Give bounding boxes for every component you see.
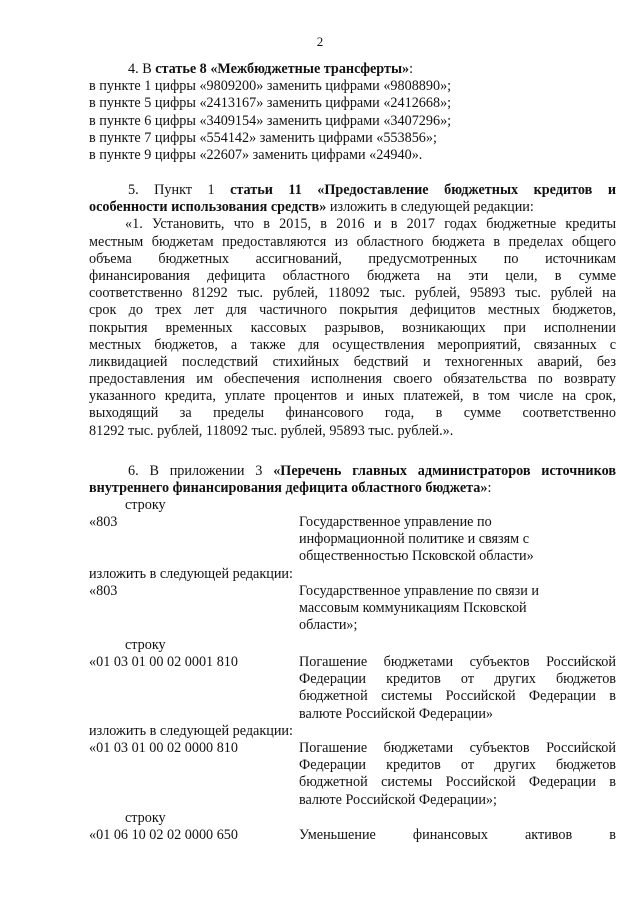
- item-6-heading-line-1: [89, 463, 616, 480]
- row-description-line: Погашение бюджетами субъектов Российской: [299, 654, 616, 670]
- item-5-bold-1: статьи 11 «Предоставление бюджетных кредитов и: [230, 182, 616, 198]
- label-izlozhit: изложить в следующей редакции:: [89, 723, 293, 739]
- item-5-heading-line-2: [89, 199, 616, 216]
- row-description: [299, 654, 616, 723]
- row-description-line: валюте Российской Федерации»: [299, 705, 494, 722]
- item-5-body-line: «1. Установить, что в 2015, в 2016 и в 2017 годах бюджетные кредиты: [125, 216, 616, 233]
- row-description: [299, 514, 616, 566]
- label-izlozhit: изложить в следующей редакции:: [89, 566, 293, 582]
- row-code: «01 06 10 02 02 0000 650: [89, 827, 238, 843]
- item-5-section: [89, 182, 616, 440]
- row-description: [299, 583, 616, 635]
- item-6-bold-1: «Перечень главных администраторов источников: [273, 463, 616, 479]
- item-5-body-line: финансирования дефицита областного бюджета на эти цели, в сумме: [89, 267, 616, 284]
- row-description-line: Государственное управление по связи и: [299, 583, 539, 599]
- item-4-line: в пункте 7 цифры «554142» заменить цифрами «553856»;: [89, 129, 437, 146]
- row-description-line: массовым коммуникациям Псковской: [299, 600, 527, 617]
- item-6-heading-line-2: [89, 480, 616, 497]
- item-5-body-line: указанного кредита, уплате процентов и иных платежей, в том числе на срок,: [89, 388, 616, 405]
- row-description-line: Федерации кредитов от других бюджетов: [299, 671, 616, 688]
- row-description-line: бюджетной системы Российской Федерации в: [299, 774, 616, 791]
- row-code: «803: [89, 583, 118, 599]
- row-code: «803: [89, 514, 118, 530]
- row-description-line: Федерации кредитов от других бюджетов: [299, 757, 616, 774]
- item-4-suffix: :: [409, 61, 414, 77]
- label-stroku: строку: [125, 810, 166, 826]
- item-5-body-line: срок до трех лет для частичного покрытия дефицитов местных бюджетов,: [89, 302, 616, 319]
- item-4-line: в пункте 5 цифры «2413167» заменить цифрами «2412668»;: [89, 95, 452, 112]
- row-description-line: общественностью Псковской области»: [299, 548, 534, 565]
- item-4-prefix: 4. В: [128, 61, 156, 77]
- item-4-line: в пункте 9 цифры «22607» заменить цифрами «24940».: [89, 146, 423, 163]
- label-stroku: строку: [125, 497, 166, 513]
- item-4-section: [89, 61, 616, 164]
- item-5-body-line: ликвидацией последствий стихийных бедствий и техногенных аварий, без: [89, 353, 616, 370]
- row-description-line: Государственное управление по: [299, 514, 492, 530]
- row-description-line: информационной политике и связям с: [299, 531, 529, 548]
- item-5-body-line: 81292 тыс. рублей, 118092 тыс. рублей, 95893 тыс. рублей.».: [89, 422, 454, 439]
- item-5-body-line: выходящий за пределы финансового года, в сумме соответственно: [89, 405, 616, 422]
- row-description-line: валюте Российской Федерации»;: [299, 791, 497, 808]
- page-number: 2: [316, 34, 324, 49]
- item-4-line: в пункте 6 цифры «3409154» заменить цифрами «3407296»;: [89, 112, 452, 129]
- item-4-line: в пункте 1 цифры «9809200» заменить цифрами «9808890»;: [89, 78, 452, 95]
- item-5-body-line: покрытия временных кассовых разрывов, возникающих при исполнении: [89, 319, 616, 336]
- row-description-line: Погашение бюджетами субъектов Российской: [299, 740, 616, 756]
- row-description: [299, 740, 616, 809]
- label-stroku: строку: [125, 637, 166, 653]
- item-6-prefix: 6. В приложении 3: [128, 463, 274, 479]
- row-code: «01 03 01 00 02 0000 810: [89, 740, 238, 756]
- row-description: [299, 827, 616, 844]
- item-5-prefix: 5. Пункт 1: [128, 182, 231, 198]
- row-description-line: Уменьшение финансовых активов в: [299, 827, 616, 843]
- item-5-body-line: соответственно 81292 тыс. рублей, 118092 тыс. рублей, 95893 тыс. рублей на: [89, 285, 616, 302]
- item-5-body-line: предоставления им обеспечения исполнения своего обязательства по возврату: [89, 371, 616, 388]
- item-6-section: [89, 463, 616, 497]
- row-description-line: области»;: [299, 617, 358, 634]
- item-5-heading-line-1: [89, 182, 616, 199]
- item-5-body-line: объема бюджетных ассигнований, предусмотренных по источникам: [89, 250, 616, 267]
- item-4-bold: статье 8 «Межбюджетные трансферты»: [155, 61, 410, 77]
- item-4-heading: [89, 61, 616, 78]
- item-6-bold-2: внутреннего финансирования дефицита областного бюджета»: [89, 480, 488, 497]
- row-description-line: бюджетной системы Российской Федерации в: [299, 688, 616, 705]
- item-5-suffix: изложить в следующей редакции:: [326, 199, 534, 216]
- item-5-body-line: местных бюджетов, а также для осуществления мероприятий, связанных с: [89, 336, 616, 353]
- item-5-body-line: местным бюджетам предоставляются из областного бюджета в пределах общего: [89, 233, 616, 250]
- item-6-suffix: :: [487, 480, 492, 497]
- row-code: «01 03 01 00 02 0001 810: [89, 654, 238, 670]
- item-5-bold-2: особенности использования средств»: [89, 199, 327, 216]
